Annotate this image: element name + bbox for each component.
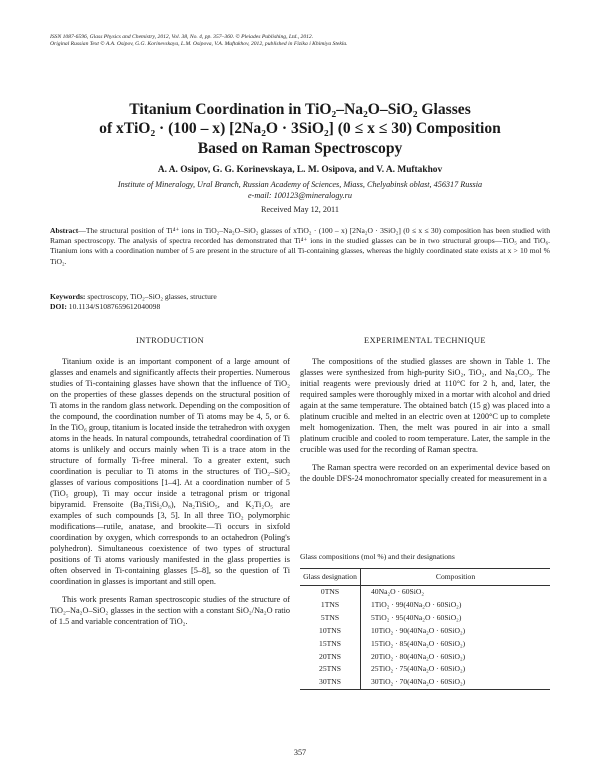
col-header-composition: Composition (361, 569, 551, 586)
glass-name: 10TNS (300, 625, 361, 638)
email[interactable]: e-mail: 100123@mineralogy.ru (248, 190, 352, 200)
glass-composition: 20TiO₂ · 80(40Na₂O · 60SiO₂) (371, 651, 466, 661)
keywords-label: Keywords: (50, 292, 86, 301)
journal-header (50, 34, 550, 49)
title-line-1: Titanium Coordination in TiO₂–Na₂O–SiO₂ Glasses (129, 101, 471, 118)
title-line-3: Based on Raman Spectroscopy (197, 139, 403, 157)
glass-name: 25TNS (300, 663, 361, 676)
glass-name: 1TNS (300, 599, 361, 612)
table-row (300, 599, 550, 612)
intro-paragraph-2: This work presents Raman spectroscopic studies of the structure of TiO₂–Na₂O–SiO₂ glasses in the section with a constant SiO₂/Na₂O ratio of 1.5 and variable concentration of TiO₂. (50, 595, 290, 626)
right-column (300, 335, 550, 491)
glass-composition: 15TiO₂ · 85(40Na₂O · 60SiO₂) (371, 638, 466, 648)
glass-composition: 25TiO₂ · 75(40Na₂O · 60SiO₂) (371, 664, 466, 674)
abstract (50, 226, 550, 267)
affiliation-line: Institute of Mineralogy, Ural Branch, Russian Academy of Sciences, Miass, Chelyabinsk oblast, 456317 Russia (117, 180, 483, 189)
experimental-paragraph-2: The Raman spectra were recorded on an experimental device based on the double DFS-24 monochromator specially created for measurement in a (300, 463, 550, 483)
glass-composition: 40Na₂O · 60SiO₂ (371, 587, 424, 596)
table-row (300, 586, 550, 599)
received-date: Received May 12, 2011 (261, 205, 339, 214)
table-caption: Glass compositions (mol %) and their designations (300, 552, 455, 561)
table-header-row (300, 569, 550, 586)
doi-link[interactable]: 10.1134/S1087659612040098 (66, 302, 161, 312)
abstract-label: Abstract (50, 226, 79, 235)
glass-composition: 30TiO₂ · 70(40Na₂O · 60SiO₂) (361, 676, 551, 689)
col-header-designation: Glass designation (300, 569, 361, 586)
authors: A. A. Osipov, G. G. Korinevskaya, L. M. Osipova, and V. A. Muftakhov (157, 165, 443, 175)
table-row (300, 612, 550, 625)
paper-title (40, 100, 560, 158)
table-row (300, 651, 550, 664)
glass-composition: 5TiO₂ · 95(40Na₂O · 60SiO₂) (371, 612, 462, 622)
left-column (50, 335, 290, 634)
table-row (300, 638, 550, 651)
table-row (300, 663, 550, 676)
header-line-1: ISSN 1087-6596, Glass Physics and Chemistry, 2012, Vol. 38, No. 4, pp. 357–360. © Pleiades Publishing, Ltd., 2012. (50, 34, 314, 40)
glass-composition-table (300, 568, 550, 690)
keywords-text: spectroscopy, TiO₂–SiO₂ glasses, structure (85, 292, 217, 301)
header-line-2: Original Russian Text © A.A. Osipov, G.G. Korinevskaya, L.M. Osipova, V.A. Muftakhov, 2012, published in Fizika i Khimiya Stekla. (50, 41, 348, 48)
experimental-paragraph-1: The compositions of the studied glasses are shown in Table 1. The glasses were synthesized from high-purity SiO₂, TiO₂, and Na₂CO₃. The initial reagents were previously dried at 110°C for 2 h, and, later, the required samples were thoroughly mixed in a mortar with alcohol and dried again at the same temperature. The obtained batch (15 g) was placed into a platinum crucible and melted in an electric oven at 1200°C up to complete melt homogenization. Then, the melt was poured in air into a small platinum crucible and cooled to room temperature. Later, the sample in the crucible was used for the recording of Raman spectra. (300, 357, 550, 454)
affiliation (40, 180, 560, 202)
glass-composition: 10TiO₂ · 90(40Na₂O · 60SiO₂) (371, 625, 466, 635)
abstract-text: —The structural position of Ti⁴⁺ ions in TiO₂–Na₂O–SiO₂ glasses of xTiO₂ · (100 – x) [2Na₂O · 3SiO₂] (0 ≤ x ≤ 30) composition has been studied with Raman spectroscopy. The analysis of spectra recorded has demonstrated that Ti⁴⁺ ions in the studied glasses can be in two structural groups—TiO₅ and TiO₆. Titanium ions with a coordination number of 5 are present in the structure of all Ti-containing glasses, whereas the highly coordinated state exists at x > 10 mol % TiO₂. (50, 226, 550, 266)
glass-name: 30TNS (300, 676, 361, 689)
title-line-2: of xTiO₂ · (100 – x) [2Na₂O · 3SiO₂] (0 ≤ x ≤ 30) Composition (99, 120, 501, 138)
table-row (300, 625, 550, 638)
page-number: 357 (293, 748, 307, 757)
table-row (300, 676, 550, 689)
doi-label: DOI: (50, 302, 67, 312)
keywords-block (50, 292, 550, 313)
glass-composition: 1TiO₂ · 99(40Na₂O · 60SiO₂) (371, 599, 462, 609)
glass-name: 5TNS (300, 612, 361, 625)
experimental-heading: EXPERIMENTAL TECHNIQUE (364, 336, 486, 345)
intro-paragraph-1: Titanium oxide is an important component of a large amount of glasses and enamels and significantly affects their properties. Numerous studies of Ti-containing glasses have shown that the influence of TiO₂ on the properties of these glasses depends on the structural position of Ti atoms in the random glass network. Depending on the composition of the compound, the coordination number of Ti atoms may be 4, 5, or 6. In the TiO₆ group, titanium is located inside the tetrahedron with oxygen atoms in the heads. In natural compounds, tetrahedral coordination of Ti atoms is unlikely and occurs mainly when Ti is a trace atom in the structure of formally Ti-free mineral. To a greater extent, such coordination is peculiar to Ti atoms in the structures of TiO₂–SiO₂ glasses of various compositions [1–4]. At a coordination number of 5 (TiO₅ group), Ti may occur inside a tetragonal prism or trigonal bipyramid. Frensoite (Ba₂TiSi₂O₈), Na₂TiSiO₅, and K₂Ti₂O₅ are examples of such compounds [3, 5]. In all three TiO₂ polymorphic modifications—rutile, anatase, and brookite—Ti occurs in sixfold coordination by oxygen, which corresponds to an octahedron (Poling's polyhedron). Simultaneous coexistence of two types of structural positions of Ti atoms variously manifested in the glass properties is often observed in Ti-containing glasses [5–8], so the question of Ti coordination in glasses is important and still open. (50, 357, 290, 586)
glass-name: 15TNS (300, 638, 361, 651)
glass-name: 0TNS (300, 586, 361, 599)
glass-name: 20TNS (300, 651, 361, 664)
intro-heading: INTRODUCTION (135, 336, 205, 345)
